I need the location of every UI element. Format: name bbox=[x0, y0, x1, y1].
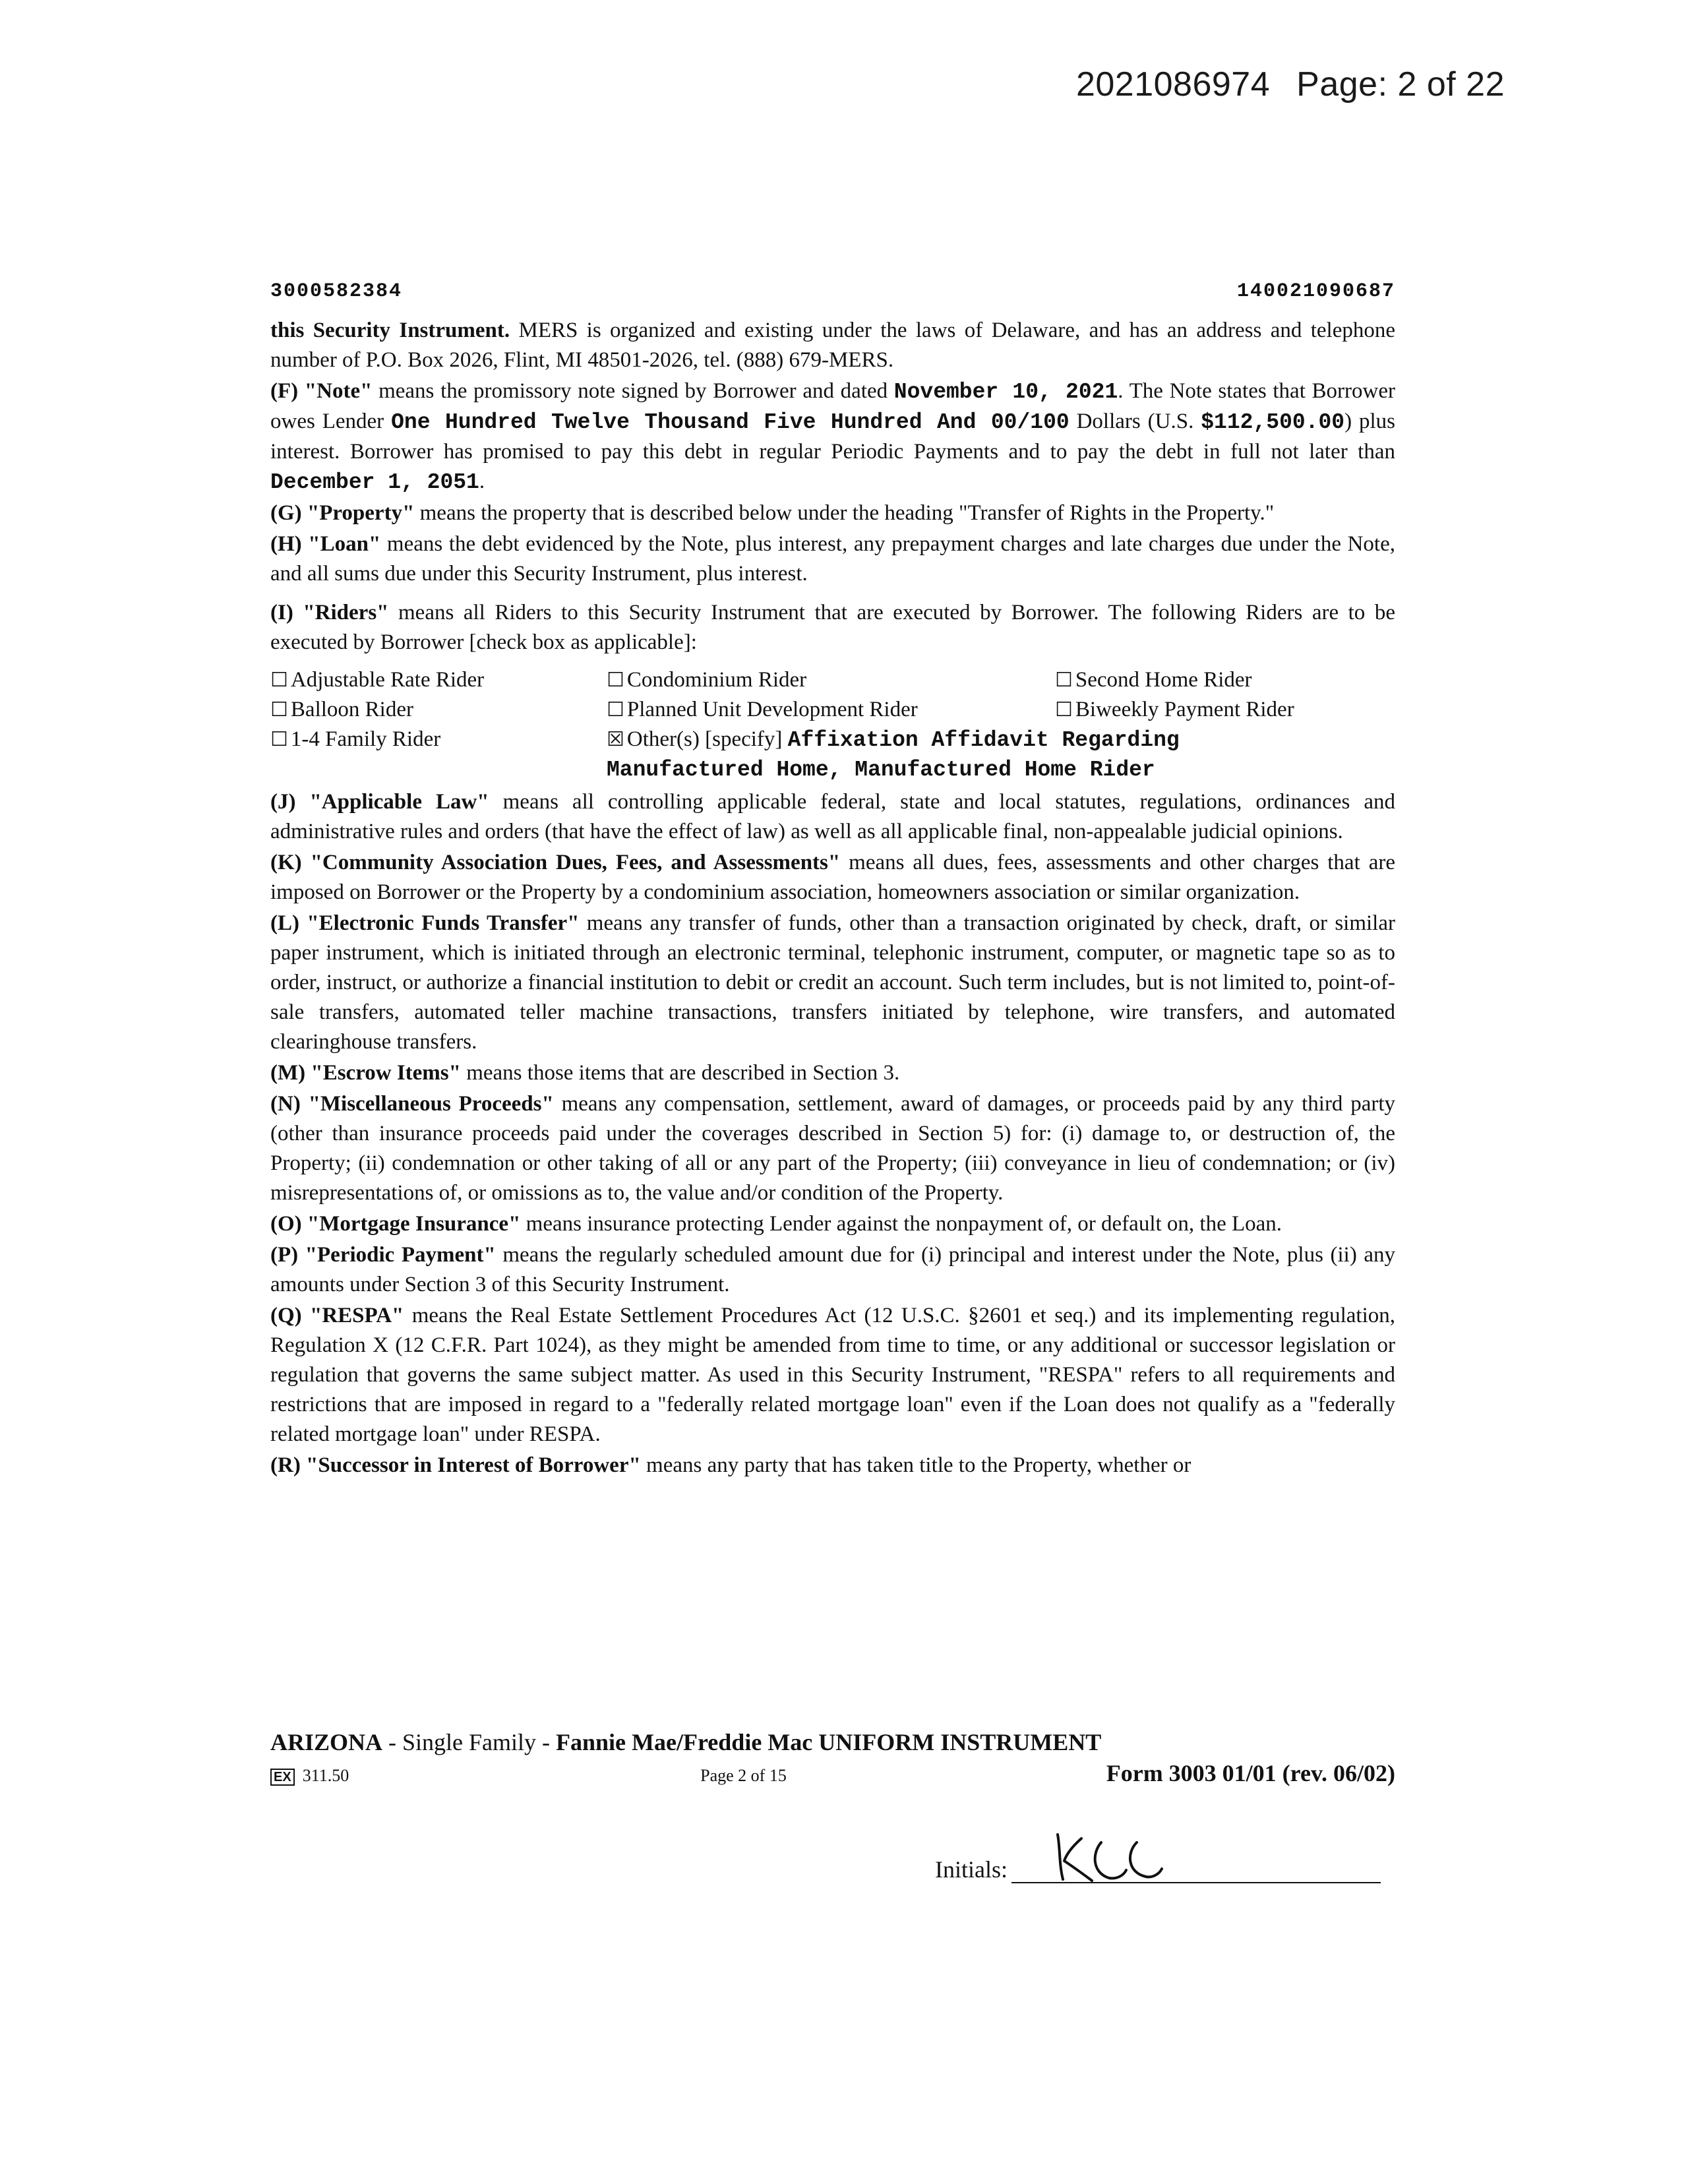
page-number: Page 2 of 15 bbox=[700, 1766, 787, 1785]
footer-instrument: Fannie Mae/Freddie Mac UNIFORM INSTRUMENT bbox=[556, 1729, 1102, 1755]
term-misc-proceeds: (N) "Miscellaneous Proceeds" bbox=[270, 1092, 554, 1116]
rider-label: 1-4 Family Rider bbox=[290, 727, 441, 751]
checkbox-unchecked-icon: ☐ bbox=[1055, 669, 1073, 692]
footer-separator: - Single Family - bbox=[382, 1729, 557, 1755]
rider-second-home[interactable] bbox=[1055, 665, 1395, 695]
rider-biweekly[interactable] bbox=[1055, 695, 1395, 725]
form-number: Form 3003 01/01 (rev. 06/02) bbox=[1106, 1760, 1395, 1786]
paragraph-text: means all Riders to this Security Instrument that are executed by Borrower. The following Riders are to be executed by Borrower [check box as applicable]: bbox=[270, 601, 1395, 654]
loan-ids bbox=[270, 277, 1395, 307]
initials-label: Initials: bbox=[935, 1856, 1008, 1883]
paragraph-text: means the debt evidenced by the Note, plus interest, any prepayment charges and late charges due under the Note, and all sums due under this Security Instrument, plus interest. bbox=[270, 532, 1395, 586]
rider-planned-unit[interactable] bbox=[607, 695, 1055, 725]
rider-other[interactable] bbox=[607, 725, 1395, 755]
page-stamp: Page: 2 of 22 bbox=[1296, 65, 1505, 104]
form-code bbox=[270, 1766, 349, 1786]
rider-balloon[interactable] bbox=[270, 695, 607, 725]
paragraph-text: . The Note states that Borrower owes Lender bbox=[270, 379, 1395, 433]
term-eft: (L) "Electronic Funds Transfer" bbox=[270, 911, 580, 935]
paragraph-escrow-items bbox=[270, 1058, 1395, 1088]
footer-state: ARIZONA bbox=[270, 1729, 383, 1755]
paragraph-text: means the regularly scheduled amount due for (i) principal and interest under the Note, plus (ii) any amounts under Section 3 of this Security Instrument. bbox=[270, 1243, 1396, 1296]
loan-id-right: 140021090687 bbox=[1236, 280, 1395, 303]
paragraph-property bbox=[270, 499, 1395, 528]
rider-condominium[interactable] bbox=[607, 665, 1055, 695]
rider-label: Balloon Rider bbox=[290, 698, 413, 721]
rider-checklist bbox=[270, 665, 1395, 785]
footer-row bbox=[270, 1759, 1395, 1787]
paragraph-mers bbox=[270, 316, 1395, 375]
term-periodic-payment: (P) "Periodic Payment" bbox=[270, 1243, 496, 1267]
term-mortgage-insurance: (O) "Mortgage Insurance" bbox=[270, 1212, 521, 1236]
paragraph-text: MERS is organized and existing under the laws of Delaware, and has an address and telephone number of P.O. Box 2026, Flint, MI 48501-2026, tel. (888) 679-MERS. bbox=[270, 318, 1395, 372]
term-community-dues: (K) "Community Association Dues, Fees, and Assessments" bbox=[270, 851, 841, 874]
initials-block bbox=[935, 1832, 1381, 1883]
paragraph-respa bbox=[270, 1301, 1395, 1449]
paragraph-community-dues bbox=[270, 848, 1395, 907]
paragraph-text: Dollars (U.S. bbox=[1069, 410, 1201, 433]
paragraph-successor bbox=[270, 1451, 1395, 1480]
page-footer bbox=[270, 1726, 1395, 1787]
rider-label: Planned Unit Development Rider bbox=[626, 698, 918, 721]
paragraph-misc-proceeds bbox=[270, 1089, 1395, 1208]
checkbox-checked-icon: ☒ bbox=[607, 728, 624, 751]
checkbox-unchecked-icon: ☐ bbox=[607, 698, 624, 721]
maturity-date: December 1, 2051 bbox=[270, 470, 479, 495]
checkbox-unchecked-icon: ☐ bbox=[270, 728, 288, 751]
paragraph-periodic-payment bbox=[270, 1240, 1395, 1300]
recording-stamp bbox=[1076, 65, 1505, 104]
paragraph-loan bbox=[270, 530, 1395, 589]
form-code-value: 311.50 bbox=[302, 1766, 349, 1785]
rider-label: Biweekly Payment Rider bbox=[1075, 698, 1294, 721]
paragraph-riders bbox=[270, 598, 1395, 657]
paragraph-text: . bbox=[479, 470, 485, 493]
paragraph-text: means any party that has taken title to the Property, whether or bbox=[640, 1453, 1191, 1477]
paragraph-text: means all controlling applicable federal, state and local statutes, regulations, ordinances and administrative rules and orders (that have the effect of law) as well as all applicable final, non-appealable judicial opinions. bbox=[270, 790, 1396, 843]
rider-label: Adjustable Rate Rider bbox=[290, 668, 485, 692]
other-rider-value: Affixation Affidavit Regarding bbox=[787, 728, 1180, 752]
term-property: (G) "Property" bbox=[270, 501, 415, 525]
note-date: November 10, 2021 bbox=[893, 380, 1118, 404]
paragraph-applicable-law bbox=[270, 787, 1395, 847]
paragraph-eft bbox=[270, 909, 1395, 1057]
checkbox-unchecked-icon: ☐ bbox=[607, 669, 624, 692]
term-note: (F) "Note" bbox=[270, 379, 373, 403]
loan-amount-words: One Hundred Twelve Thousand Five Hundred And 00/100 bbox=[391, 410, 1070, 435]
rider-label: Other(s) [specify] bbox=[626, 727, 788, 751]
term-successor: (R) "Successor in Interest of Borrower" bbox=[270, 1453, 641, 1477]
term-loan: (H) "Loan" bbox=[270, 532, 381, 556]
paragraph-text: means any transfer of funds, other than a transaction originated by check, draft, or similar paper instrument, which is initiated through an electronic terminal, telephonic instrument, computer, or magnetic tape so as to order, instruct, or authorize a financial institution to debit or credit an account. Such term includes, but is not limited to, point-of-sale transfers, automated teller machine transactions, transfers initiated by telephone, wire transfers, and automated clearinghouse transfers. bbox=[270, 911, 1395, 1054]
paragraph-note bbox=[270, 377, 1395, 497]
checkbox-unchecked-icon: ☐ bbox=[270, 698, 288, 721]
term-security-instrument: this Security Instrument. bbox=[270, 318, 510, 342]
term-applicable-law: (J) "Applicable Law" bbox=[270, 790, 489, 814]
other-rider-value-continued: Manufactured Home, Manufactured Home Rider bbox=[607, 758, 1155, 782]
paragraph-text: means the promissory note signed by Borrower and dated bbox=[372, 379, 894, 403]
checkbox-unchecked-icon: ☐ bbox=[1055, 698, 1073, 721]
initials-line[interactable] bbox=[1011, 1832, 1381, 1883]
rider-label: Condominium Rider bbox=[626, 668, 807, 692]
footer-title bbox=[270, 1726, 1395, 1758]
paragraph-text: means those items that are described in Section 3. bbox=[460, 1061, 900, 1085]
paragraph-text: means any compensation, settlement, award of damages, or proceeds paid by any third party (other than insurance proceeds paid under the coverages described in Section 5) for: (i) damage to, or destruction of, the Property; (ii) condemnation or other taking of all or any part of the Property; (iii) conveyance in lieu of condemnation; or (iv) misrepresentations of, or omissions as to, the value and/or condition of the Property. bbox=[270, 1092, 1396, 1205]
paragraph-text: means all dues, fees, assessments and other charges that are imposed on Borrower or the Property by a condominium association, homeowners association or similar organization. bbox=[270, 851, 1395, 904]
paragraph-text: means the property that is described below under the heading "Transfer of Rights in the Property." bbox=[414, 501, 1275, 525]
term-riders: (I) "Riders" bbox=[270, 601, 389, 624]
paragraph-text: ) plus interest. Borrower has promised to pay this debt in regular Periodic Payments and to pay the debt in full not later than bbox=[270, 410, 1396, 464]
document-number: 2021086974 bbox=[1075, 65, 1271, 104]
rider-label: Second Home Rider bbox=[1075, 668, 1252, 692]
paragraph-text: means the Real Estate Settlement Procedures Act (12 U.S.C. §2601 et seq.) and its implementing regulation, Regulation X (12 C.F.R. Part 1024), as they might be amended from time to time, or any additional or successor legislation or regulation that governs the same subject matter. As used in this Security Instrument, "RESPA" refers to all requirements and restrictions that are imposed in regard to a "federally related mortgage loan" even if the Loan does not qualify as a "federally related mortgage loan" under RESPA. bbox=[270, 1304, 1396, 1446]
term-respa: (Q) "RESPA" bbox=[270, 1304, 404, 1327]
loan-id-left: 3000582384 bbox=[270, 280, 403, 303]
checkbox-unchecked-icon: ☐ bbox=[270, 669, 288, 692]
loan-amount: $112,500.00 bbox=[1201, 410, 1345, 435]
document-body bbox=[270, 277, 1395, 1482]
rider-adjustable-rate[interactable] bbox=[270, 665, 607, 695]
rider-one-four-family[interactable] bbox=[270, 725, 607, 755]
paragraph-text: means insurance protecting Lender against the nonpayment of, or default on, the Loan. bbox=[520, 1212, 1282, 1236]
paragraph-mortgage-insurance bbox=[270, 1209, 1395, 1239]
term-escrow-items: (M) "Escrow Items" bbox=[270, 1061, 461, 1085]
publisher-logo-icon: EX bbox=[270, 1769, 295, 1786]
initials-signature-icon bbox=[1040, 1823, 1172, 1889]
